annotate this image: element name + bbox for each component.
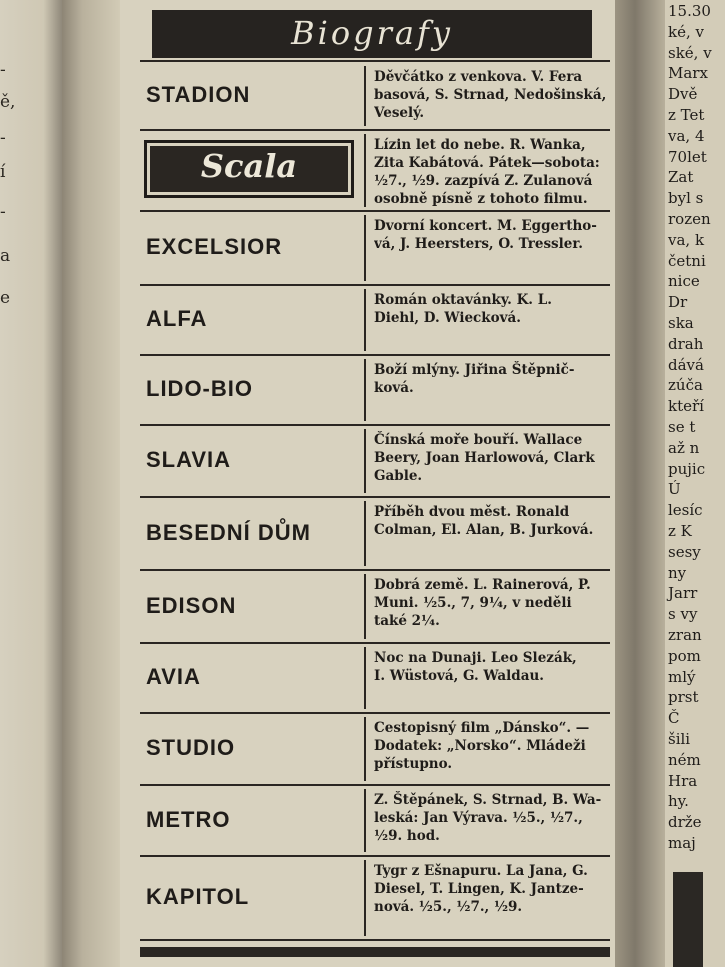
description-line: Diesel, T. Lingen, K. Jantze- — [374, 881, 584, 897]
film-description — [374, 503, 612, 539]
description-line: Zita Kabátová. Pátek—sobota: — [374, 155, 600, 171]
description-line: ½9. hod. — [374, 828, 440, 844]
cinema-name: STUDIO — [146, 735, 236, 760]
description-line: Lízin let do nebe. R. Wanka, — [374, 137, 586, 153]
film-description — [374, 217, 612, 253]
description-line: I. Wüstová, G. Waldau. — [374, 668, 544, 684]
column-divider — [364, 574, 366, 639]
text-fragment: pujic — [668, 459, 706, 478]
description-line: přístupno. — [374, 756, 453, 772]
text-fragment: ném — [668, 750, 701, 769]
text-fragment: Jarr — [668, 584, 698, 603]
description-line: ková. — [374, 380, 414, 396]
column-divider — [364, 717, 366, 781]
column-divider — [364, 215, 366, 281]
text-fragment: pom — [668, 646, 701, 665]
text-fragment: Dr — [668, 293, 688, 312]
row-separator — [140, 496, 610, 498]
text-fragment: - — [0, 60, 6, 80]
row-separator — [140, 855, 610, 857]
description-line: Příběh dvou měst. Ronald — [374, 504, 570, 520]
description-line: nová. ½5., ½7., ½9. — [374, 899, 523, 915]
film-description — [374, 719, 612, 773]
text-fragment: - — [0, 202, 6, 222]
text-fragment: maj — [668, 834, 696, 852]
text-fragment: mlý — [668, 667, 696, 686]
film-description — [374, 361, 612, 397]
row-separator — [140, 784, 610, 786]
text-fragment: hy. — [668, 792, 689, 811]
description-line: basová, S. Strnad, Nedošinská, — [374, 87, 607, 103]
description-line: Diehl, D. Wiecková. — [374, 310, 521, 326]
cinema-name: ALFA — [146, 306, 208, 331]
text-fragment: ké, v — [668, 22, 704, 41]
text-fragment: sesy — [668, 542, 701, 561]
description-line: také 2¼. — [374, 613, 440, 629]
cinema-name: EXCELSIOR — [146, 234, 283, 259]
text-fragment: Hra — [668, 771, 698, 790]
description-line: Čínská moře bouří. Wallace — [374, 432, 583, 448]
description-line: Román oktavánky. K. L. — [374, 292, 552, 308]
description-line: Dvorní koncert. M. Eggertho- — [374, 218, 597, 234]
column-divider — [364, 66, 366, 126]
text-fragment: 15.30 — [668, 2, 711, 20]
description-line: osobně písně z tohoto filmu. — [374, 191, 588, 207]
description-line: Tygr z Ešnapuru. La Jana, G. — [374, 863, 588, 879]
description-line: Beery, Joan Harlowová, Clark — [374, 450, 595, 466]
row-separator — [140, 210, 610, 212]
text-fragment: prst — [668, 688, 699, 707]
column-divider — [364, 789, 366, 852]
row-separator — [140, 712, 610, 714]
text-fragment: 70let — [668, 147, 707, 166]
page-gutter — [615, 0, 665, 967]
text-fragment: z K — [668, 522, 692, 540]
description-line: Noc na Dunaji. Leo Slezák, — [374, 650, 577, 666]
cinema-name: BESEDNÍ DŮM — [146, 519, 312, 545]
text-fragment: rozen — [668, 210, 711, 228]
scala-logo — [144, 140, 354, 198]
column-divider — [364, 501, 366, 566]
row-separator — [140, 60, 610, 62]
text-fragment: až n — [668, 438, 700, 457]
text-fragment: šili — [668, 730, 691, 748]
film-description — [374, 649, 612, 685]
cinema-name: EDISON — [146, 592, 237, 618]
column-divider — [364, 359, 366, 421]
cinema-name: STADION — [146, 82, 251, 107]
description-line: leská: Jan Výrava. ½5., ½7., — [374, 810, 583, 826]
text-fragment: a — [0, 246, 11, 266]
text-fragment: se t — [668, 418, 696, 436]
row-separator — [140, 642, 610, 644]
text-fragment: ě, — [0, 92, 16, 112]
cinema-name: METRO — [146, 806, 231, 832]
banner-title: Biografy — [291, 14, 453, 52]
description-line: Cestopisný film „Dánsko“. — — [374, 720, 590, 736]
text-fragment: Zat — [668, 168, 694, 187]
text-fragment: - — [0, 128, 6, 148]
description-line: ½7., ½9. zazpívá Z. Zulanová — [374, 173, 593, 189]
film-description — [374, 68, 612, 122]
cinema-name: LIDO-BIO — [146, 376, 253, 401]
text-fragment: drže — [668, 813, 702, 832]
cinema-name: KAPITOL — [146, 884, 250, 909]
photo-fragment — [673, 872, 703, 967]
text-fragment: dává — [668, 355, 704, 374]
text-fragment: zúča — [668, 376, 703, 395]
text-fragment: z Tet — [668, 106, 705, 124]
text-fragment: ské, v — [668, 43, 712, 62]
row-separator — [140, 284, 610, 286]
film-description — [374, 576, 612, 630]
text-fragment: Dvě — [668, 85, 698, 104]
text-fragment: četni — [668, 251, 706, 270]
text-fragment: kteří — [668, 397, 704, 416]
right-page-fragment — [665, 0, 725, 967]
row-separator — [140, 939, 610, 941]
description-line: Colman, El. Alan, B. Jurková. — [374, 522, 594, 538]
column-divider — [364, 289, 366, 351]
text-fragment: lesíc — [668, 501, 703, 520]
description-line: vá, J. Heersters, O. Tressler. — [374, 236, 583, 252]
row-separator — [140, 569, 610, 571]
text-fragment: byl s — [668, 189, 704, 208]
cinema-name: SLAVIA — [146, 447, 232, 472]
column-divider — [364, 647, 366, 709]
left-page-fragment — [0, 0, 62, 967]
text-fragment: drah — [668, 334, 704, 353]
text-fragment: zran — [668, 626, 702, 644]
text-fragment: ny — [668, 563, 687, 582]
film-description — [374, 791, 612, 845]
description-line: Děvčátko z venkova. V. Fera — [374, 69, 583, 85]
text-fragment: nice — [668, 272, 700, 291]
column-divider — [364, 134, 366, 207]
description-line: Dobrá země. L. Rainerová, P. — [374, 577, 591, 593]
row-separator — [140, 129, 610, 131]
row-separator — [140, 354, 610, 356]
description-line: Dodatek: „Norsko“. Mládeži — [374, 738, 586, 754]
description-line: Gable. — [374, 468, 423, 484]
column-divider — [364, 429, 366, 493]
text-fragment: Ú — [668, 480, 681, 499]
biografy-banner — [152, 10, 592, 58]
bottom-rule — [140, 947, 610, 957]
description-line: Boží mlýny. Jiřina Štěpnič- — [374, 362, 575, 378]
film-description — [374, 431, 612, 485]
text-fragment: s vy — [668, 605, 698, 624]
text-fragment: Marx — [668, 64, 708, 83]
description-line: Z. Štěpánek, S. Strnad, B. Wa- — [374, 792, 602, 808]
film-description — [374, 862, 612, 916]
text-fragment: í — [0, 162, 6, 182]
text-fragment: va, k — [668, 230, 705, 249]
cinema-name: Scala — [150, 146, 348, 192]
film-description — [374, 291, 612, 327]
row-separator — [140, 424, 610, 426]
film-description — [374, 136, 612, 208]
description-line: Veselý. — [374, 105, 425, 121]
text-fragment: Č — [668, 709, 680, 728]
description-line: Muni. ½5., 7, 9¼, v neděli — [374, 595, 572, 611]
cinema-name: AVIA — [146, 664, 201, 689]
page-spine — [62, 0, 120, 967]
column-divider — [364, 860, 366, 936]
text-fragment: e — [0, 288, 11, 308]
text-fragment: ska — [668, 314, 694, 332]
text-fragment: va, 4 — [668, 126, 705, 145]
cinema-listing-column — [120, 0, 615, 967]
